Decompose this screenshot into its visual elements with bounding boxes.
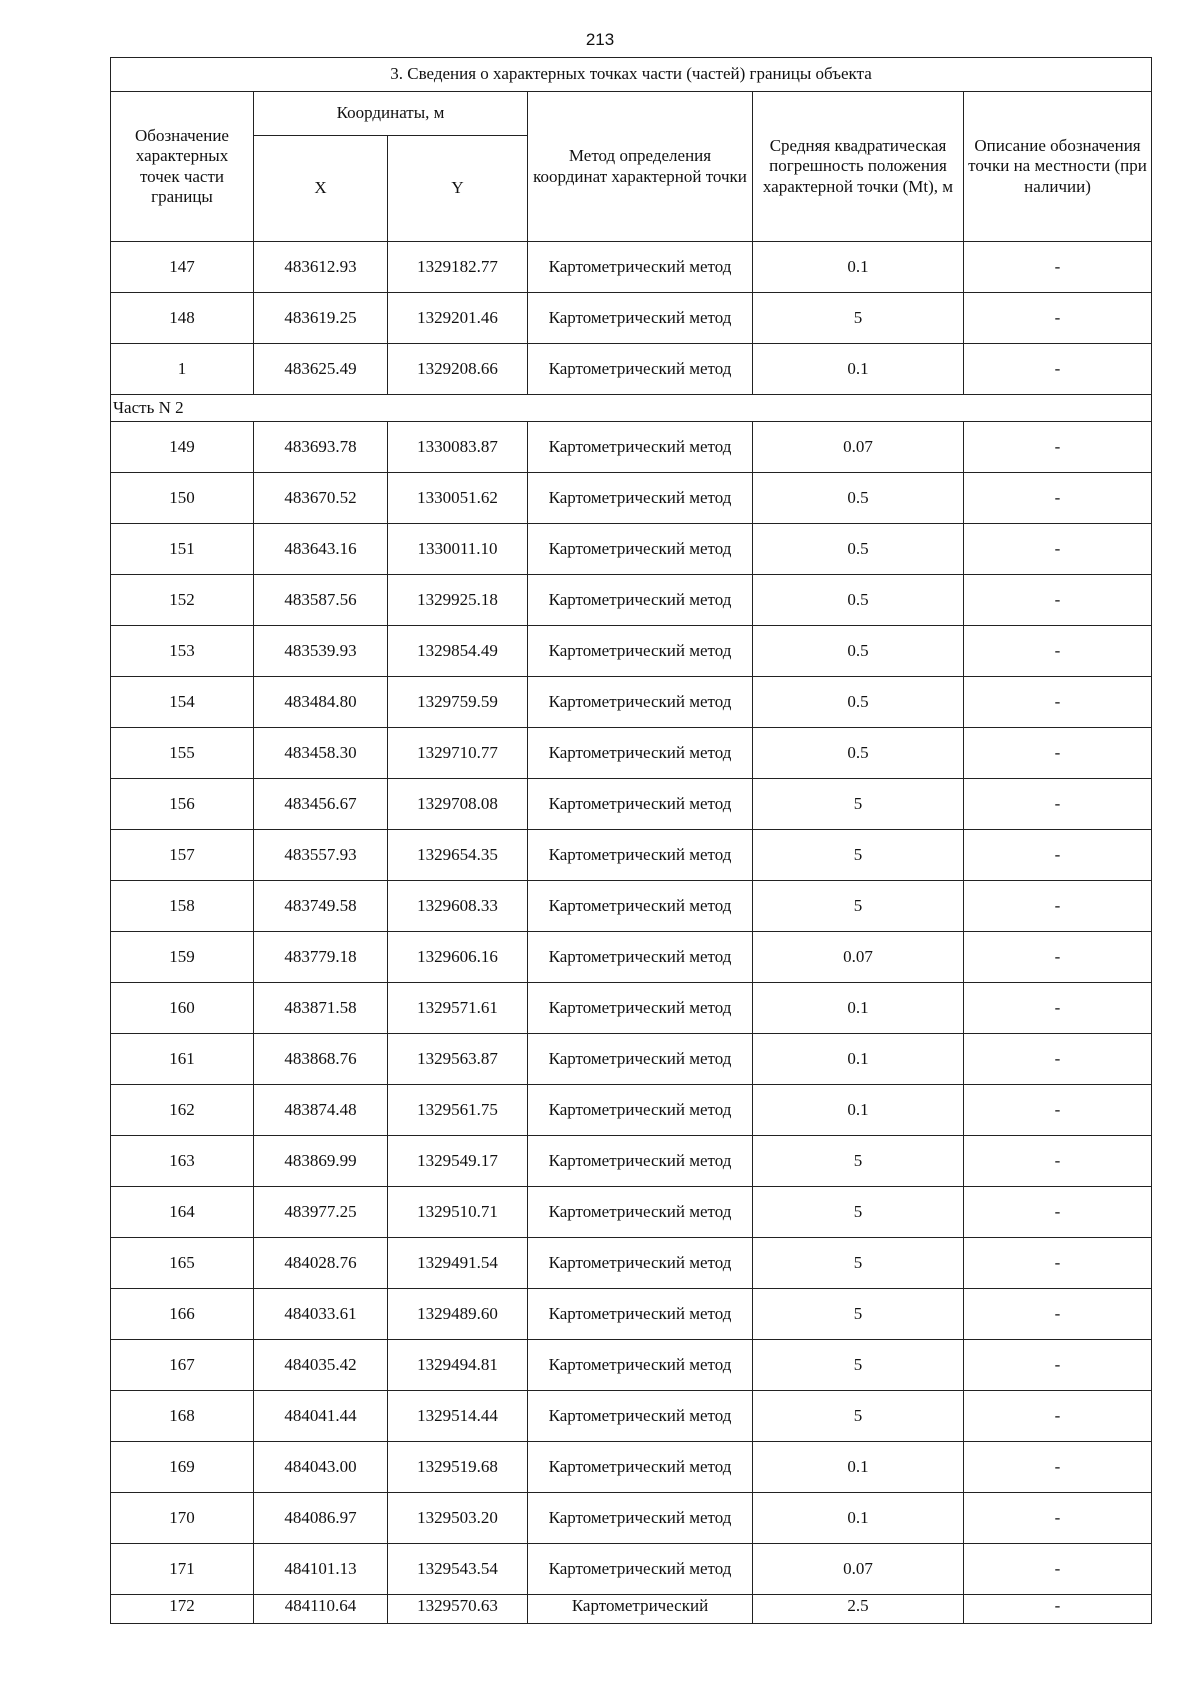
cell-method: Картометрический метод: [528, 881, 753, 932]
table-row: [111, 1238, 1152, 1289]
cell-point-id: 168: [111, 1391, 254, 1442]
cell-point-id: 169: [111, 1442, 254, 1493]
cell-y: 1329543.54: [388, 1544, 528, 1595]
cell-point-id: 167: [111, 1340, 254, 1391]
cell-error: 5: [753, 881, 964, 932]
table-row: [111, 728, 1152, 779]
cell-y: 1329491.54: [388, 1238, 528, 1289]
cell-error: 0.1: [753, 1493, 964, 1544]
cell-x: 484110.64: [254, 1595, 388, 1624]
cell-method: Картометрический метод: [528, 1442, 753, 1493]
table-row: [111, 524, 1152, 575]
cell-point-id: 162: [111, 1085, 254, 1136]
table-row: [111, 1595, 1152, 1624]
table-row: [111, 932, 1152, 983]
cell-method: Картометрический метод: [528, 677, 753, 728]
cell-error: 5: [753, 1340, 964, 1391]
cell-x: 484035.42: [254, 1340, 388, 1391]
section-title: 3. Сведения о характерных точках части (частей) границы объекта: [111, 58, 1152, 92]
cell-point-id: 147: [111, 242, 254, 293]
cell-y: 1329510.71: [388, 1187, 528, 1238]
cell-y: 1329563.87: [388, 1034, 528, 1085]
table-row: [111, 1034, 1152, 1085]
cell-error: 0.07: [753, 932, 964, 983]
cell-description: -: [964, 728, 1152, 779]
table-row: [111, 1136, 1152, 1187]
cell-method: Картометрический метод: [528, 422, 753, 473]
cell-description: -: [964, 1085, 1152, 1136]
table-row: [111, 1442, 1152, 1493]
cell-point-id: 163: [111, 1136, 254, 1187]
cell-y: 1329494.81: [388, 1340, 528, 1391]
cell-point-id: 164: [111, 1187, 254, 1238]
cell-method: Картометрический метод: [528, 983, 753, 1034]
table-row: [111, 293, 1152, 344]
cell-method: Картометрический метод: [528, 1391, 753, 1442]
cell-error: 5: [753, 1238, 964, 1289]
cell-x: 483484.80: [254, 677, 388, 728]
cell-y: 1329503.20: [388, 1493, 528, 1544]
cell-x: 483670.52: [254, 473, 388, 524]
cell-method: Картометрический метод: [528, 1085, 753, 1136]
cell-x: 484033.61: [254, 1289, 388, 1340]
cell-y: 1329571.61: [388, 983, 528, 1034]
table-row: [111, 1340, 1152, 1391]
cell-method: Картометрический: [528, 1595, 753, 1624]
cell-method: Картометрический метод: [528, 932, 753, 983]
cell-point-id: 160: [111, 983, 254, 1034]
cell-description: -: [964, 1136, 1152, 1187]
cell-x: 483456.67: [254, 779, 388, 830]
rows-before-part: [111, 242, 1152, 395]
cell-error: 0.5: [753, 626, 964, 677]
part-label: Часть N 2: [111, 395, 1152, 422]
table-row: [111, 830, 1152, 881]
cell-description: -: [964, 830, 1152, 881]
table-row: [111, 1289, 1152, 1340]
cell-x: 483977.25: [254, 1187, 388, 1238]
cell-y: 1329608.33: [388, 881, 528, 932]
cell-point-id: 166: [111, 1289, 254, 1340]
cell-y: 1329549.17: [388, 1136, 528, 1187]
cell-description: -: [964, 242, 1152, 293]
header-description: Описание обозначения точки на местности (при наличии): [964, 92, 1152, 242]
cell-method: Картометрический метод: [528, 293, 753, 344]
cell-y: 1329606.16: [388, 932, 528, 983]
cell-error: 0.5: [753, 473, 964, 524]
cell-y: 1329519.68: [388, 1442, 528, 1493]
cell-method: Картометрический метод: [528, 626, 753, 677]
cell-method: Картометрический метод: [528, 1136, 753, 1187]
cell-x: 483557.93: [254, 830, 388, 881]
cell-description: -: [964, 575, 1152, 626]
cell-y: 1330083.87: [388, 422, 528, 473]
cell-point-id: 151: [111, 524, 254, 575]
cell-method: Картометрический метод: [528, 830, 753, 881]
cell-error: 5: [753, 830, 964, 881]
cell-method: Картометрический метод: [528, 728, 753, 779]
cell-description: -: [964, 779, 1152, 830]
cell-method: Картометрический метод: [528, 1493, 753, 1544]
cell-point-id: 148: [111, 293, 254, 344]
cell-x: 484041.44: [254, 1391, 388, 1442]
cell-error: 0.1: [753, 242, 964, 293]
cell-description: -: [964, 932, 1152, 983]
cell-y: 1329710.77: [388, 728, 528, 779]
cell-x: 483874.48: [254, 1085, 388, 1136]
table-row: [111, 626, 1152, 677]
cell-x: 483619.25: [254, 293, 388, 344]
rows-after-part: [111, 422, 1152, 1624]
cell-point-id: 152: [111, 575, 254, 626]
cell-description: -: [964, 1034, 1152, 1085]
cell-method: Картометрический метод: [528, 1238, 753, 1289]
cell-error: 0.5: [753, 728, 964, 779]
cell-x: 483539.93: [254, 626, 388, 677]
cell-y: 1329561.75: [388, 1085, 528, 1136]
cell-error: 5: [753, 1136, 964, 1187]
cell-y: 1329708.08: [388, 779, 528, 830]
cell-error: 0.1: [753, 983, 964, 1034]
cell-description: -: [964, 1544, 1152, 1595]
cell-description: -: [964, 1442, 1152, 1493]
table-row: [111, 242, 1152, 293]
cell-y: 1329489.60: [388, 1289, 528, 1340]
header-coordinates: Координаты, м: [254, 92, 528, 136]
page-number: 213: [585, 30, 615, 49]
cell-description: -: [964, 293, 1152, 344]
cell-error: 5: [753, 779, 964, 830]
cell-x: 483612.93: [254, 242, 388, 293]
table-row: [111, 575, 1152, 626]
cell-x: 484086.97: [254, 1493, 388, 1544]
cell-x: 483625.49: [254, 344, 388, 395]
cell-description: -: [964, 344, 1152, 395]
cell-y: 1330051.62: [388, 473, 528, 524]
table-row: [111, 1544, 1152, 1595]
table-row: [111, 422, 1152, 473]
cell-method: Картометрический метод: [528, 473, 753, 524]
cell-point-id: 159: [111, 932, 254, 983]
cell-y: 1329925.18: [388, 575, 528, 626]
cell-point-id: 158: [111, 881, 254, 932]
cell-error: 0.5: [753, 524, 964, 575]
cell-description: -: [964, 1595, 1152, 1624]
cell-error: 0.1: [753, 344, 964, 395]
header-error: Средняя квадратическая погрешность положения характерной точки (Mt), м: [753, 92, 964, 242]
header-x: X: [254, 136, 388, 242]
table-row: [111, 1085, 1152, 1136]
part-row: [111, 395, 1152, 422]
cell-x: 483868.76: [254, 1034, 388, 1085]
cell-x: 483871.58: [254, 983, 388, 1034]
cell-x: 484043.00: [254, 1442, 388, 1493]
boundary-points-table: [110, 57, 1152, 1624]
cell-description: -: [964, 881, 1152, 932]
cell-description: -: [964, 677, 1152, 728]
cell-method: Картометрический метод: [528, 1340, 753, 1391]
cell-y: 1330011.10: [388, 524, 528, 575]
cell-error: 0.1: [753, 1034, 964, 1085]
cell-y: 1329854.49: [388, 626, 528, 677]
cell-method: Картометрический метод: [528, 242, 753, 293]
cell-point-id: 156: [111, 779, 254, 830]
cell-error: 5: [753, 1391, 964, 1442]
cell-point-id: 154: [111, 677, 254, 728]
cell-point-id: 170: [111, 1493, 254, 1544]
cell-point-id: 165: [111, 1238, 254, 1289]
cell-y: 1329514.44: [388, 1391, 528, 1442]
header-y: Y: [388, 136, 528, 242]
cell-method: Картометрический метод: [528, 524, 753, 575]
table-row: [111, 1493, 1152, 1544]
cell-point-id: 155: [111, 728, 254, 779]
cell-description: -: [964, 983, 1152, 1034]
table-row: [111, 881, 1152, 932]
cell-x: 483749.58: [254, 881, 388, 932]
table-row: [111, 1391, 1152, 1442]
cell-x: 483693.78: [254, 422, 388, 473]
cell-point-id: 150: [111, 473, 254, 524]
cell-description: -: [964, 1187, 1152, 1238]
cell-error: 0.1: [753, 1085, 964, 1136]
cell-error: 5: [753, 1187, 964, 1238]
cell-error: 0.07: [753, 422, 964, 473]
cell-error: 0.5: [753, 575, 964, 626]
cell-error: 5: [753, 1289, 964, 1340]
cell-description: -: [964, 1289, 1152, 1340]
cell-point-id: 149: [111, 422, 254, 473]
cell-y: 1329208.66: [388, 344, 528, 395]
cell-error: 0.07: [753, 1544, 964, 1595]
cell-point-id: 161: [111, 1034, 254, 1085]
table-row: [111, 677, 1152, 728]
cell-method: Картометрический метод: [528, 344, 753, 395]
header-method: Метод определения координат характерной точки: [528, 92, 753, 242]
cell-x: 483587.56: [254, 575, 388, 626]
header-designation: Обозначение характерных точек части границы: [111, 92, 254, 242]
table-row: [111, 1187, 1152, 1238]
cell-description: -: [964, 524, 1152, 575]
cell-description: -: [964, 1391, 1152, 1442]
table-row: [111, 779, 1152, 830]
cell-description: -: [964, 1493, 1152, 1544]
cell-y: 1329201.46: [388, 293, 528, 344]
cell-method: Картометрический метод: [528, 1544, 753, 1595]
cell-x: 483643.16: [254, 524, 388, 575]
cell-description: -: [964, 473, 1152, 524]
cell-method: Картометрический метод: [528, 575, 753, 626]
cell-description: -: [964, 1340, 1152, 1391]
table-row: [111, 473, 1152, 524]
cell-y: 1329570.63: [388, 1595, 528, 1624]
cell-method: Картометрический метод: [528, 1187, 753, 1238]
cell-description: -: [964, 422, 1152, 473]
cell-y: 1329182.77: [388, 242, 528, 293]
table-row: [111, 983, 1152, 1034]
cell-x: 483458.30: [254, 728, 388, 779]
cell-point-id: 172: [111, 1595, 254, 1624]
cell-point-id: 153: [111, 626, 254, 677]
cell-point-id: 171: [111, 1544, 254, 1595]
cell-y: 1329654.35: [388, 830, 528, 881]
cell-point-id: 157: [111, 830, 254, 881]
cell-method: Картометрический метод: [528, 1289, 753, 1340]
cell-x: 483779.18: [254, 932, 388, 983]
cell-method: Картометрический метод: [528, 779, 753, 830]
cell-error: 5: [753, 293, 964, 344]
cell-error: 2.5: [753, 1595, 964, 1624]
cell-x: 484101.13: [254, 1544, 388, 1595]
table-row: [111, 344, 1152, 395]
cell-point-id: 1: [111, 344, 254, 395]
cell-x: 484028.76: [254, 1238, 388, 1289]
cell-description: -: [964, 626, 1152, 677]
cell-method: Картометрический метод: [528, 1034, 753, 1085]
cell-description: -: [964, 1238, 1152, 1289]
cell-x: 483869.99: [254, 1136, 388, 1187]
cell-y: 1329759.59: [388, 677, 528, 728]
cell-error: 0.5: [753, 677, 964, 728]
cell-error: 0.1: [753, 1442, 964, 1493]
